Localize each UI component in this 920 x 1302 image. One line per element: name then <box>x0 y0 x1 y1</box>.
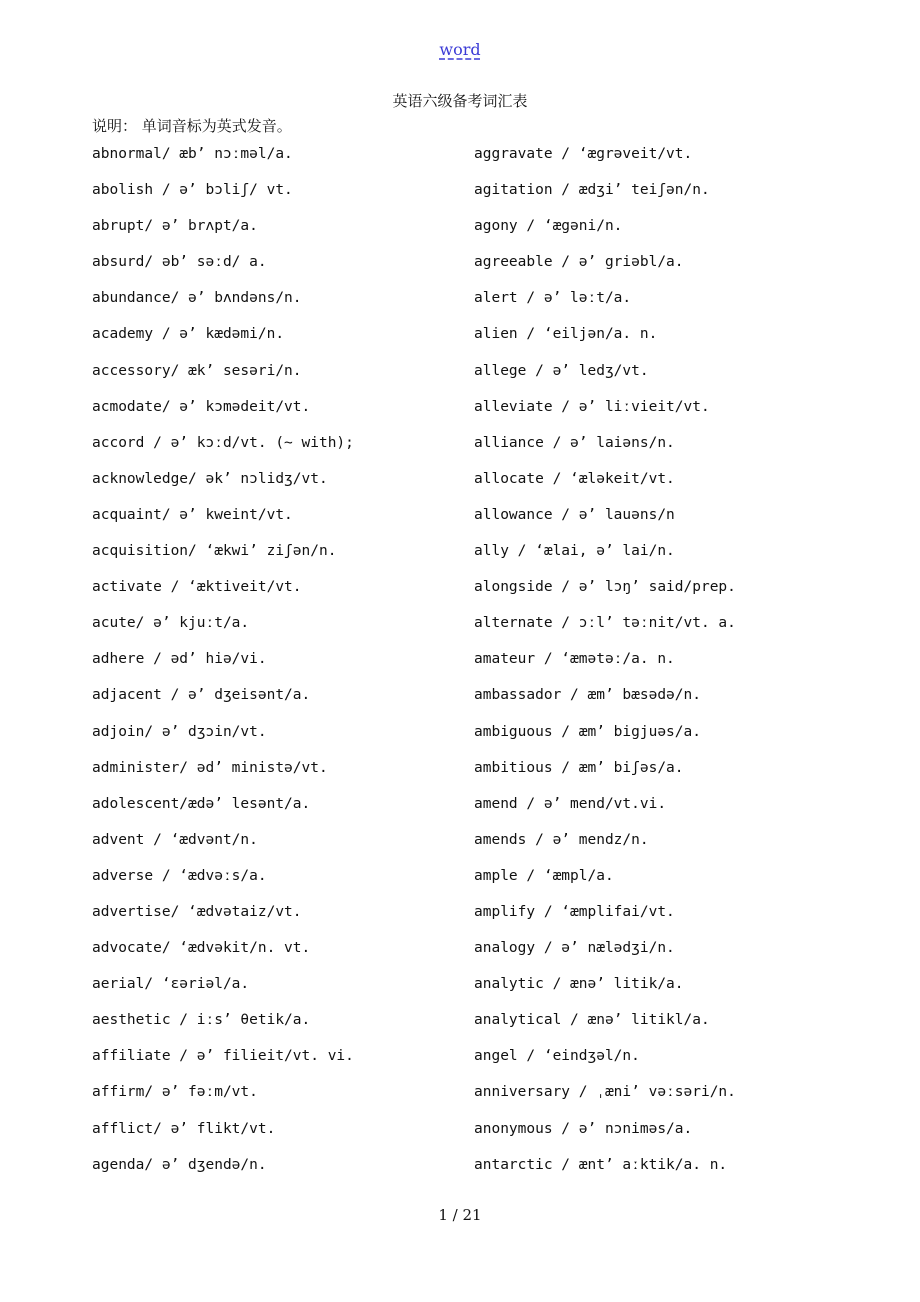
vocab-entry: anniversary / ˌæni’ vəːsəri/n. <box>474 1084 736 1101</box>
vocab-entry: allowance / ə’ lauəns/n <box>474 506 675 523</box>
vocab-entry: accord / ə’ kɔːd/vt. (~ with); <box>92 434 354 451</box>
vocab-entry: amateur / ‘æmətəː/a. n. <box>474 651 675 668</box>
vocab-entry: absurd/ əb’ səːd/ a. <box>92 254 267 271</box>
vocab-entry: acquaint/ ə’ kweint/vt. <box>92 506 293 523</box>
vocab-entry: abolish / ə’ bɔliʃ/ vt. <box>92 182 293 199</box>
vocab-entry: alien / ‘eiljən/a. n. <box>474 326 658 343</box>
vocab-entry: acknowledge/ ək’ nɔlidʒ/vt. <box>92 470 328 487</box>
vocab-entry: adjacent / ə’ dʒeisənt/a. <box>92 687 311 704</box>
vocab-entry: administer/ əd’ ministə/vt. <box>92 759 328 776</box>
vocab-entry: advocate/ ‘ædvəkit/n. vt. <box>92 940 311 957</box>
right-vocab-column <box>474 144 874 1191</box>
vocab-entry: agenda/ ə’ dʒendə/n. <box>92 1156 267 1173</box>
vocab-entry: adolescent/ædə’ lesənt/a. <box>92 795 311 812</box>
vocab-entry: accessory/ æk’ sesəri/n. <box>92 362 302 379</box>
vocab-entry: analogy / ə’ nælədʒi/n. <box>474 940 675 957</box>
page-number: 1 / 21 <box>438 1206 482 1224</box>
vocab-entry: afflict/ ə’ flikt/vt. <box>92 1120 276 1137</box>
vocab-entry: activate / ‘æktiveit/vt. <box>92 579 302 596</box>
vocab-entry: amends / ə’ mendz/n. <box>474 831 649 848</box>
left-vocab-column <box>92 144 492 1191</box>
header-word-link[interactable]: word <box>439 40 481 59</box>
vocab-entry: antarctic / ænt’ aːktik/a. n. <box>474 1156 728 1173</box>
vocab-entry: aesthetic / iːs’ θetik/a. <box>92 1012 311 1029</box>
vocab-entry: advent / ‘ædvənt/n. <box>92 831 258 848</box>
vocab-entry: angel / ‘eindʒəl/n. <box>474 1048 640 1065</box>
vocab-entry: agitation / ædʒi’ teiʃən/n. <box>474 182 710 199</box>
vocab-entry: amplify / ‘æmplifai/vt. <box>474 903 675 920</box>
vocab-entry: adhere / əd’ hiə/vi. <box>92 651 267 668</box>
vocab-entry: acmodate/ ə’ kɔmədeit/vt. <box>92 398 311 415</box>
vocab-entry: abnormal/ æb’ nɔːməl/a. <box>92 146 293 162</box>
vocab-entry: academy / ə’ kædəmi/n. <box>92 326 285 343</box>
vocab-entry: analytic / ænə’ litik/a. <box>474 976 684 993</box>
page-title: 英语六级备考词汇表 <box>392 92 528 110</box>
vocab-entry: analytical / ænə’ litikl/a. <box>474 1012 710 1029</box>
vocab-entry: acute/ ə’ kjuːt/a. <box>92 615 250 632</box>
vocab-entry: allocate / ‘æləkeit/vt. <box>474 470 675 487</box>
vocab-entry: abundance/ ə’ bʌndəns/n. <box>92 290 302 307</box>
vocab-entry: aggravate / ‘ægrəveit/vt. <box>474 146 693 162</box>
pronunciation-note: 说明： 单词音标为英式发音。 <box>92 117 292 135</box>
vocab-entry: agony / ‘ægəni/n. <box>474 218 623 235</box>
vocab-entry: adjoin/ ə’ dʒɔin/vt. <box>92 723 267 740</box>
vocab-entry: alternate / ɔːl’ təːnit/vt. a. <box>474 615 736 632</box>
vocab-entry: advertise/ ‘ædvətaiz/vt. <box>92 903 302 920</box>
vocab-entry: ambiguous / æm’ bigjuəs/a. <box>474 723 701 740</box>
vocab-entry: alert / ə’ ləːt/a. <box>474 290 632 307</box>
vocab-entry: anonymous / ə’ nɔniməs/a. <box>474 1120 693 1137</box>
vocab-entry: acquisition/ ‘ækwi’ ziʃən/n. <box>92 543 337 560</box>
vocab-entry: allege / ə’ ledʒ/vt. <box>474 362 649 379</box>
vocab-entry: aerial/ ‘ɛəriəl/a. <box>92 976 250 993</box>
vocab-entry: ambitious / æm’ biʃəs/a. <box>474 759 684 776</box>
vocab-entry: ample / ‘æmpl/a. <box>474 867 614 884</box>
vocab-entry: abrupt/ ə’ brʌpt/a. <box>92 218 258 235</box>
vocab-entry: alliance / ə’ laiəns/n. <box>474 434 675 451</box>
vocab-entry: alleviate / ə’ liːvieit/vt. <box>474 398 710 415</box>
vocab-entry: alongside / ə’ lɔŋ’ said/prep. <box>474 579 736 596</box>
vocab-entry: affiliate / ə’ filieit/vt. vi. <box>92 1048 354 1065</box>
vocab-entry: agreeable / ə’ griəbl/a. <box>474 254 684 271</box>
vocab-entry: affirm/ ə’ fəːm/vt. <box>92 1084 258 1101</box>
vocab-entry: ally / ‘ælai, ə’ lai/n. <box>474 543 675 560</box>
vocab-entry: adverse / ‘ædvəːs/a. <box>92 867 267 884</box>
vocab-entry: amend / ə’ mend/vt.vi. <box>474 795 667 812</box>
vocab-entry: ambassador / æm’ bæsədə/n. <box>474 687 701 704</box>
